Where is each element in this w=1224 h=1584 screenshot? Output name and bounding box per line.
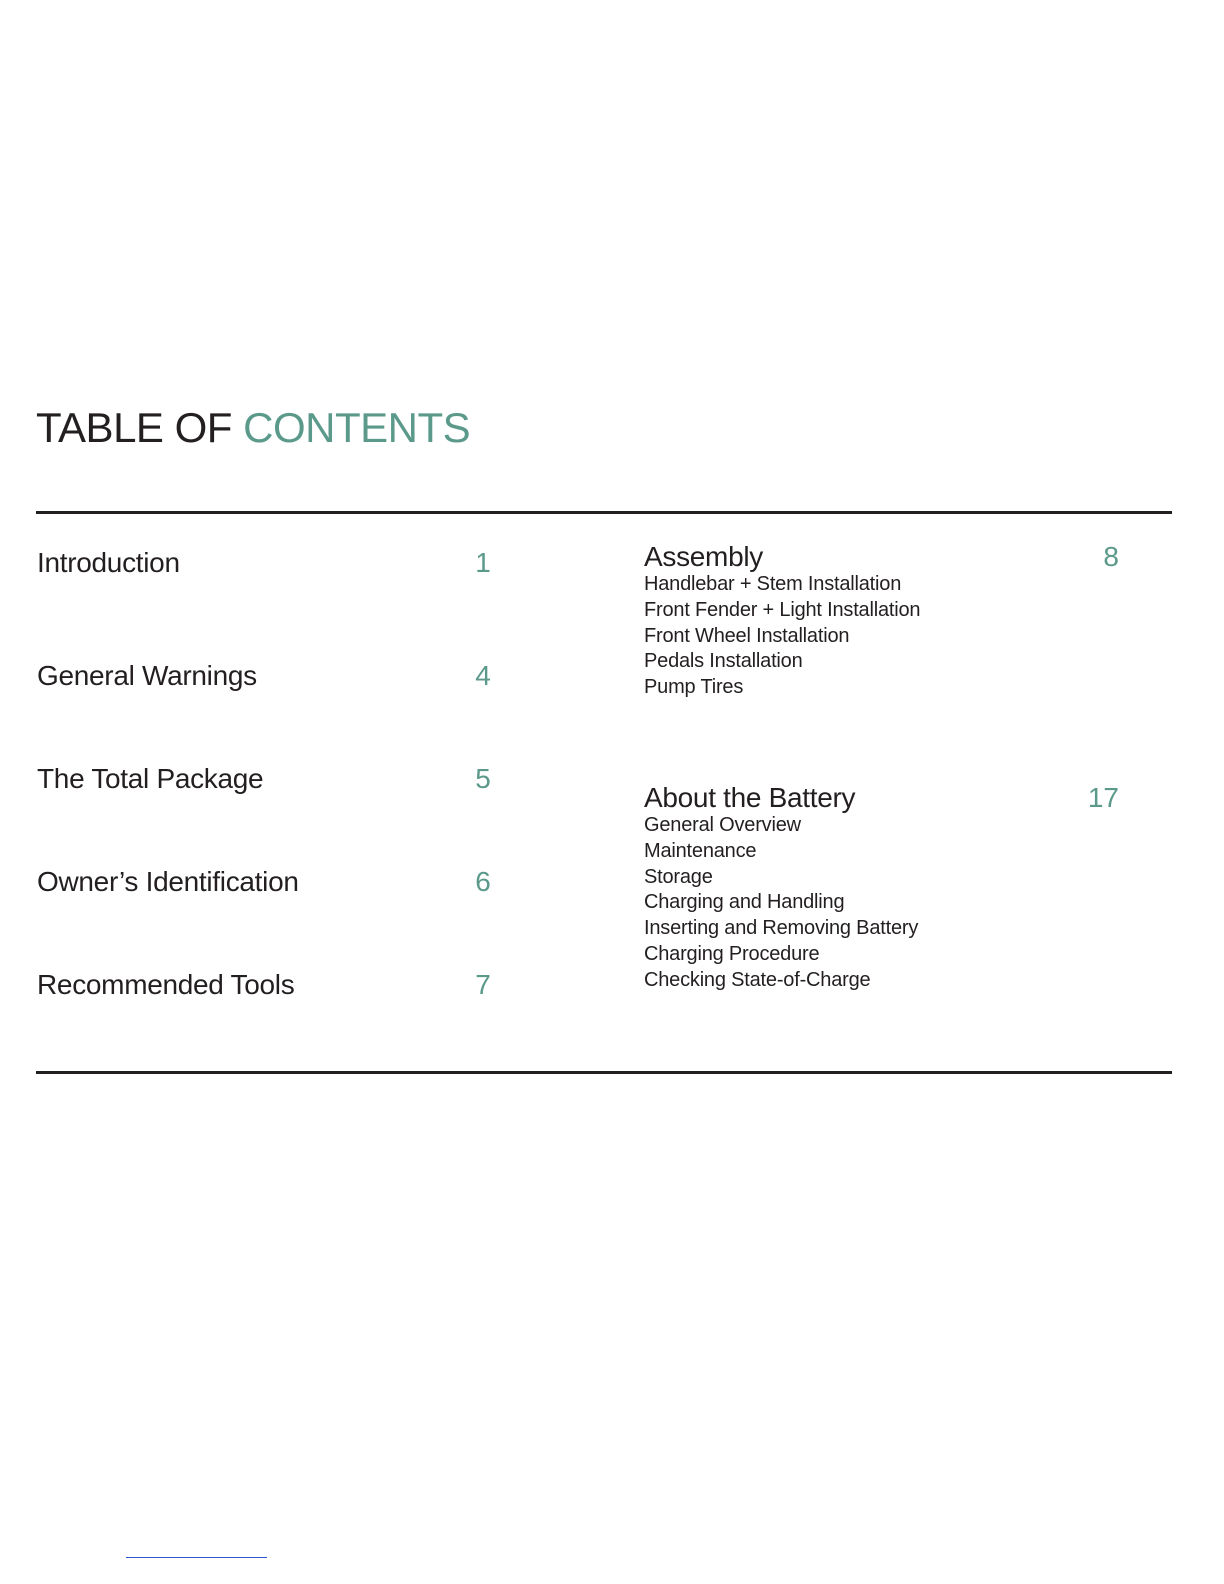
link-underline[interactable]: [126, 1557, 267, 1558]
toc-subitem[interactable]: Front Wheel Installation: [644, 624, 850, 647]
toc-subitem[interactable]: General Overview: [644, 814, 801, 836]
toc-subitem-list: [644, 572, 1119, 701]
toc-entry-page: 17: [1087, 782, 1119, 813]
toc-subitem[interactable]: Pump Tires: [644, 676, 744, 699]
toc-entry-assembly[interactable]: [644, 542, 1119, 701]
toc-entry-owners-identification[interactable]: [37, 864, 497, 900]
toc-entry-title: Owner’s Identification: [37, 866, 299, 897]
toc-subitem[interactable]: Front Fender + Light Installation: [644, 598, 921, 621]
page-title-part2: CONTENTS: [243, 404, 471, 451]
toc-entry-about-battery[interactable]: [644, 783, 1119, 994]
toc-entry-title: About the Battery: [644, 782, 856, 813]
toc-subitem[interactable]: Storage: [644, 865, 713, 888]
toc-entry-total-package[interactable]: [37, 761, 497, 797]
toc-subitem[interactable]: Maintenance: [644, 839, 757, 862]
toc-entry-recommended-tools[interactable]: [37, 967, 497, 1003]
toc-entry-title: Introduction: [37, 547, 180, 578]
toc-subitem[interactable]: Checking State-of-Charge: [644, 968, 871, 991]
toc-subitem[interactable]: Handlebar + Stem Installation: [644, 573, 902, 595]
toc-entry-page: 6: [475, 866, 491, 897]
toc-entry-page: 5: [475, 763, 491, 794]
bottom-divider: [36, 1071, 1172, 1074]
toc-entry-title: The Total Package: [37, 763, 264, 794]
toc-entry-general-warnings[interactable]: [37, 658, 497, 694]
toc-entry-title: Assembly: [644, 541, 763, 572]
toc-entry-page: 4: [475, 660, 491, 691]
toc-entry-page: 8: [1103, 541, 1119, 572]
toc-subitem[interactable]: Charging and Handling: [644, 891, 845, 914]
page-title: [36, 400, 470, 456]
toc-entry-title: Recommended Tools: [37, 969, 295, 1000]
toc-subitem[interactable]: Charging Procedure: [644, 942, 820, 965]
toc-subitem[interactable]: Pedals Installation: [644, 650, 803, 673]
toc-entry-page: 7: [475, 969, 491, 1000]
toc-subitem[interactable]: Inserting and Removing Battery: [644, 917, 919, 940]
top-divider: [36, 511, 1172, 514]
toc-entry-title: General Warnings: [37, 660, 257, 691]
toc-subitem-list: [644, 813, 1119, 994]
toc-entry-page: 1: [475, 547, 491, 578]
page-title-part1: TABLE OF: [36, 404, 232, 451]
toc-entry-introduction[interactable]: [37, 545, 497, 581]
